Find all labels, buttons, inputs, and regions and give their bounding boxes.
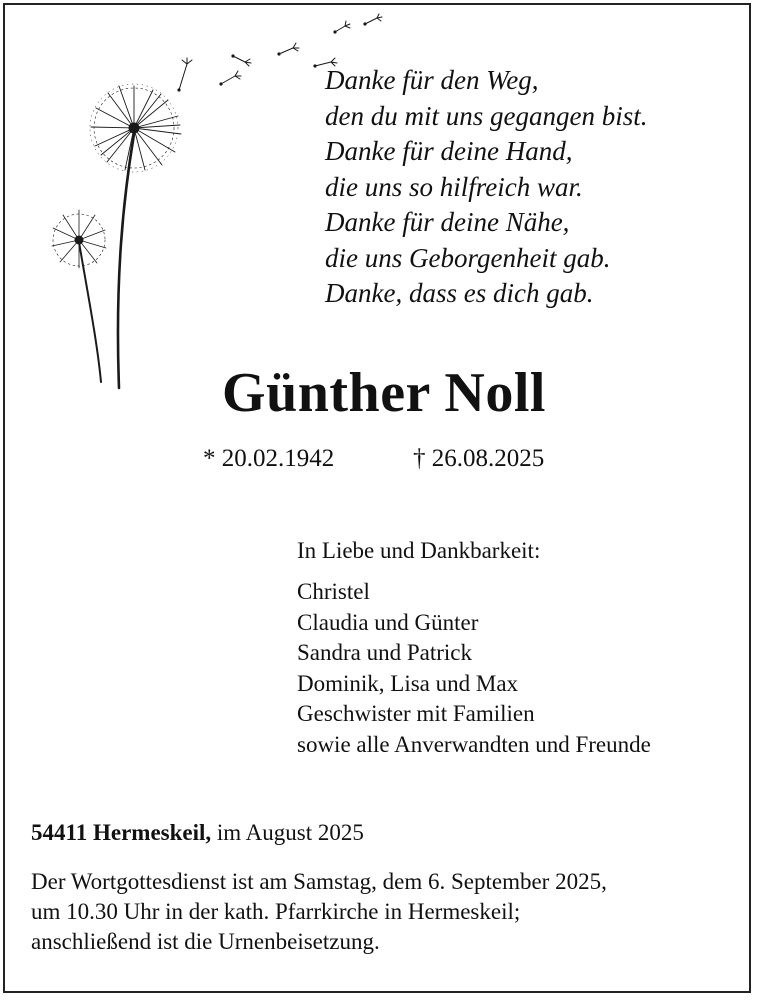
poem: [325, 63, 745, 312]
service-line: Der Wortgottesdienst ist am Samstag, dem 6. September 2025,: [31, 869, 607, 894]
obituary-notice: [3, 3, 751, 993]
mourner-name: sowie alle Anverwandten und Freunde: [297, 731, 651, 757]
place-town: 54411 Hermeskeil,: [31, 820, 212, 845]
service-line: um 10.30 Uhr in der kath. Pfarrkirche in Hermeskeil;: [31, 899, 521, 924]
mourner-name: Christel: [297, 579, 370, 604]
mourners-intro: In Liebe und Dankbarkeit:: [297, 538, 541, 563]
poem-line: die uns Geborgenheit gab.: [325, 242, 611, 273]
mourner-name: Dominik, Lisa und Max: [297, 670, 519, 696]
place-date-line: [31, 820, 364, 846]
service-line: anschließend ist die Urnenbeisetzung.: [31, 929, 380, 954]
deceased-name: Günther Noll: [222, 362, 546, 424]
service-notice: [31, 867, 737, 957]
poem-line: Danke für deine Nähe,: [325, 207, 570, 237]
mourner-name: Sandra und Patrick: [297, 640, 473, 665]
birth-date: * 20.02.1942: [203, 445, 335, 472]
poem-line: Danke für deine Hand,: [325, 136, 573, 166]
mourners-block: [297, 538, 651, 760]
poem-line: Danke, dass es dich gab.: [325, 278, 594, 308]
mourner-name: Claudia und Günter: [297, 609, 479, 635]
mourner-name: Geschwister mit Familien: [297, 701, 535, 726]
poem-line: den du mit uns gegangen bist.: [325, 100, 648, 131]
poem-line: die uns so hilfreich war.: [325, 171, 583, 202]
death-date: † 26.08.2025: [413, 445, 545, 472]
place-date: im August 2025: [211, 820, 364, 845]
poem-line: Danke für den Weg,: [325, 65, 539, 95]
